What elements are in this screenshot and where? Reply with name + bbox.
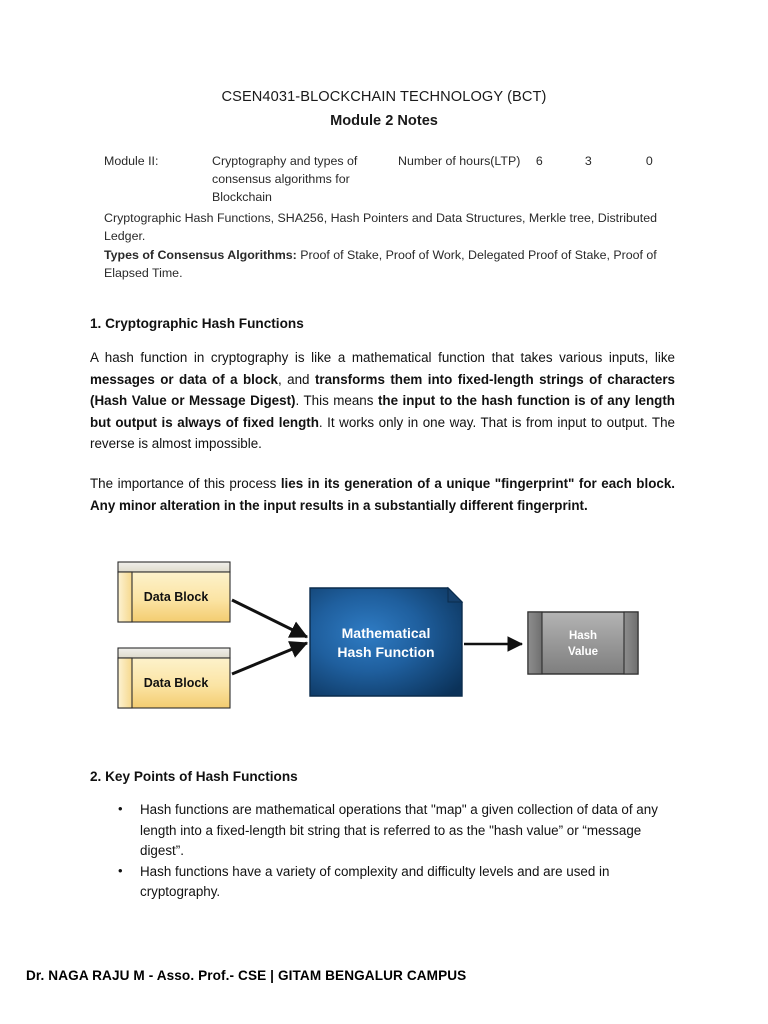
syllabus-line-2-bold: Types of Consensus Algorithms:: [104, 247, 297, 262]
p1-bold-2: transforms them into fixed-length strings of characters (Hash Value or Message Digest): [90, 371, 675, 409]
p2-bold-1: lies in its generation of a unique "fingerprint" for each block. Any minor alteration in the input results in a substantially different fingerprint.: [90, 475, 675, 513]
data-block-1-label: Data Block: [143, 590, 209, 604]
p1-bold-1: messages or data of a block: [90, 371, 278, 387]
section-1-paragraph-2: [90, 473, 675, 516]
syllabus-topic: Cryptography and types of consensus algorithms for Blockchain: [212, 154, 358, 205]
hours-value-p: 0: [645, 154, 653, 168]
section-1-paragraph-1: [90, 347, 675, 455]
hours-value-t: 3: [584, 154, 592, 168]
syllabus-block: [104, 152, 674, 283]
hash-value-label-line-1: Hash: [568, 630, 598, 642]
page-subtitle: Module 2 Notes: [330, 113, 438, 129]
syllabus-description: [104, 209, 674, 283]
syllabus-line-2: [104, 246, 674, 283]
syllabus-line-1: Cryptographic Hash Functions, SHA256, Hash Pointers and Data Structures, Merkle tree, Distributed Ledger.: [104, 210, 658, 244]
mathematical-hash-function-box: [310, 588, 462, 696]
hash-function-diagram: [110, 552, 670, 722]
p1-text-3: . This means: [295, 393, 378, 409]
key-points-list: [90, 800, 675, 903]
data-block-2-label: Data Block: [143, 676, 209, 690]
list-item: • Hash functions have a variety of complexity and difficulty levels and are used in cryptography.: [140, 862, 675, 903]
hours-value-l: 6: [535, 154, 543, 168]
data-block-2: [118, 648, 230, 708]
p1-bold-3: the input to the hash function is of any length but output is always of fixed length: [90, 393, 675, 430]
hash-function-label-line-2: Hash Function: [337, 644, 435, 660]
hash-function-label-line-1: Mathematical: [341, 625, 431, 641]
arrow-block2-to-function: [232, 643, 307, 674]
syllabus-header-row: [104, 152, 674, 207]
section-2: [90, 768, 675, 903]
syllabus-module-label: Module II:: [104, 154, 159, 168]
section-1-heading: 1. Cryptographic Hash Functions: [90, 316, 304, 331]
syllabus-line-2-rest: Proof of Stake, Proof of Work, Delegated Proof of Stake, Proof of Elapsed Time.: [104, 247, 657, 281]
p1-text-1: A hash function in cryptography is like a mathematical function that takes various inputs, like: [90, 350, 675, 365]
p2-text-1: The importance of this process: [90, 475, 281, 491]
list-item: • Hash functions are mathematical operations that "map" a given collection of data of any length into a fixed-length bit string that is referred to as the "hash value” or “message digest”.: [140, 800, 675, 862]
p1-text-4: . It works only in one way. That is from input to output. The reverse is almost impossible.: [90, 414, 675, 452]
page-title: CSEN4031-BLOCKCHAIN TECHNOLOGY (BCT): [221, 89, 547, 105]
hash-value-label-line-2: Value: [567, 646, 599, 658]
syllabus-hours-label: [392, 152, 680, 170]
page-footer: Dr. NAGA RAJU M - Asso. Prof.- CSE | GITAM BENGALUR CAMPUS: [26, 968, 467, 983]
data-block-1: [118, 562, 230, 622]
hash-value-box: [528, 612, 638, 674]
section-2-heading: 2. Key Points of Hash Functions: [90, 769, 298, 784]
section-1: [90, 315, 675, 534]
arrow-block1-to-function: [232, 600, 307, 637]
hours-label-text: Number of hours(LTP): [398, 154, 521, 168]
p1-text-2: , and: [277, 371, 315, 387]
